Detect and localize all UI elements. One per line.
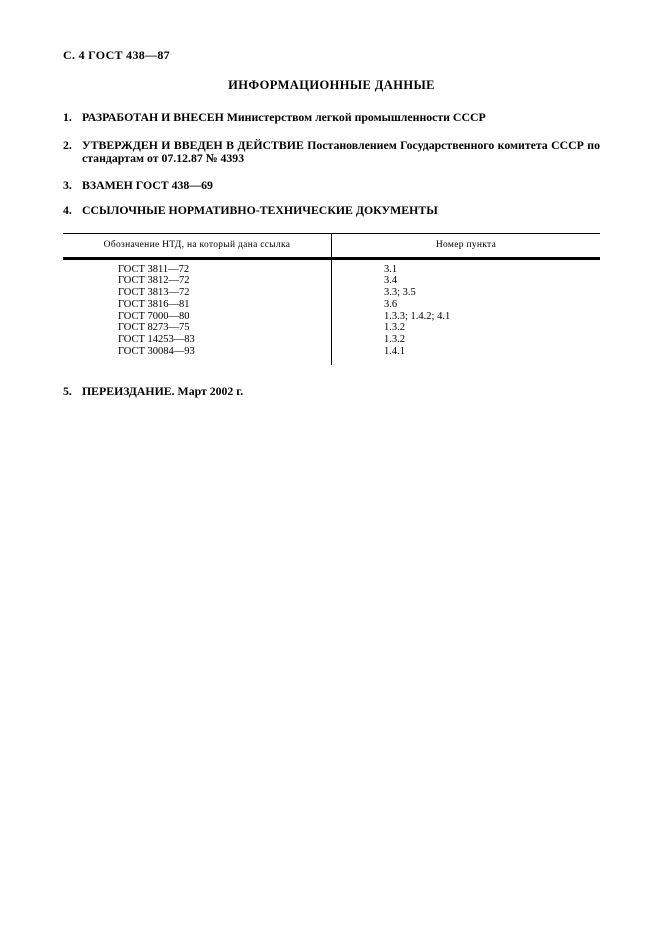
list-item-4 xyxy=(63,204,600,218)
item-number: 3. xyxy=(63,177,72,192)
table-row-clause: 1.3.2 xyxy=(384,322,405,334)
list-item-1 xyxy=(63,111,600,125)
table-row-ref: ГОСТ 30084—93 xyxy=(118,345,195,357)
table-row-clause: 3.3; 3.5 xyxy=(384,287,416,298)
table-row-clause: 3.1 xyxy=(384,263,398,275)
item-text: УТВЕРЖДЕН И ВВЕДЕН В ДЕЙСТВИЕ Постановлением Государственного комитета СССР по стандартам от 07.12.87 № 4393 xyxy=(82,137,600,165)
item-text: ВЗАМЕН ГОСТ 438—69 xyxy=(82,177,213,192)
table-col-clauses xyxy=(332,260,600,365)
table-row-ref: ГОСТ 7000—80 xyxy=(118,310,190,322)
list-item-5 xyxy=(63,385,600,399)
table-row-clause: 1.4.1 xyxy=(384,345,405,357)
table-row-ref: ГОСТ 14253—83 xyxy=(118,334,195,345)
table-body xyxy=(63,260,600,365)
item-number: 1. xyxy=(63,110,72,124)
table-header-ntd: Обозначение НТД, на который дана ссылка xyxy=(63,234,332,257)
table-row-ref: ГОСТ 3811—72 xyxy=(118,263,190,275)
table-row-ref: ГОСТ 3816—81 xyxy=(118,298,190,310)
list-item-2 xyxy=(63,139,600,166)
item-number: 2. xyxy=(63,137,72,152)
section-title: ИНФОРМАЦИОННЫЕ ДАННЫЕ xyxy=(228,78,435,92)
page-header: С. 4 ГОСТ 438—87 xyxy=(63,48,170,62)
table-header-clause: Номер пункта xyxy=(435,239,497,250)
list-item-3 xyxy=(63,179,600,193)
item-text: РАЗРАБОТАН И ВНЕСЕН Министерством легкой промышленности СССР xyxy=(82,110,486,124)
table-row-clause: 3.4 xyxy=(384,275,398,287)
table-row-ref: ГОСТ 3812—72 xyxy=(118,275,190,287)
item-text: ССЫЛОЧНЫЕ НОРМАТИВНО-ТЕХНИЧЕСКИЕ ДОКУМЕНТЫ xyxy=(82,203,438,217)
table-col-refs xyxy=(63,260,332,365)
table-header-row xyxy=(63,234,600,260)
table-row-clause: 3.6 xyxy=(384,298,398,310)
table-row-clause: 1.3.3; 1.4.2; 4.1 xyxy=(384,310,451,322)
item-text: ПЕРЕИЗДАНИЕ. Март 2002 г. xyxy=(82,383,244,398)
document-page xyxy=(63,48,600,398)
table-row-ref: ГОСТ 8273—75 xyxy=(118,322,190,334)
table-row-clause: 1.3.2 xyxy=(384,334,405,345)
references-table xyxy=(63,233,600,365)
table-row-ref: ГОСТ 3813—72 xyxy=(118,287,190,298)
item-number: 5. xyxy=(63,383,72,398)
item-number: 4. xyxy=(63,203,72,217)
